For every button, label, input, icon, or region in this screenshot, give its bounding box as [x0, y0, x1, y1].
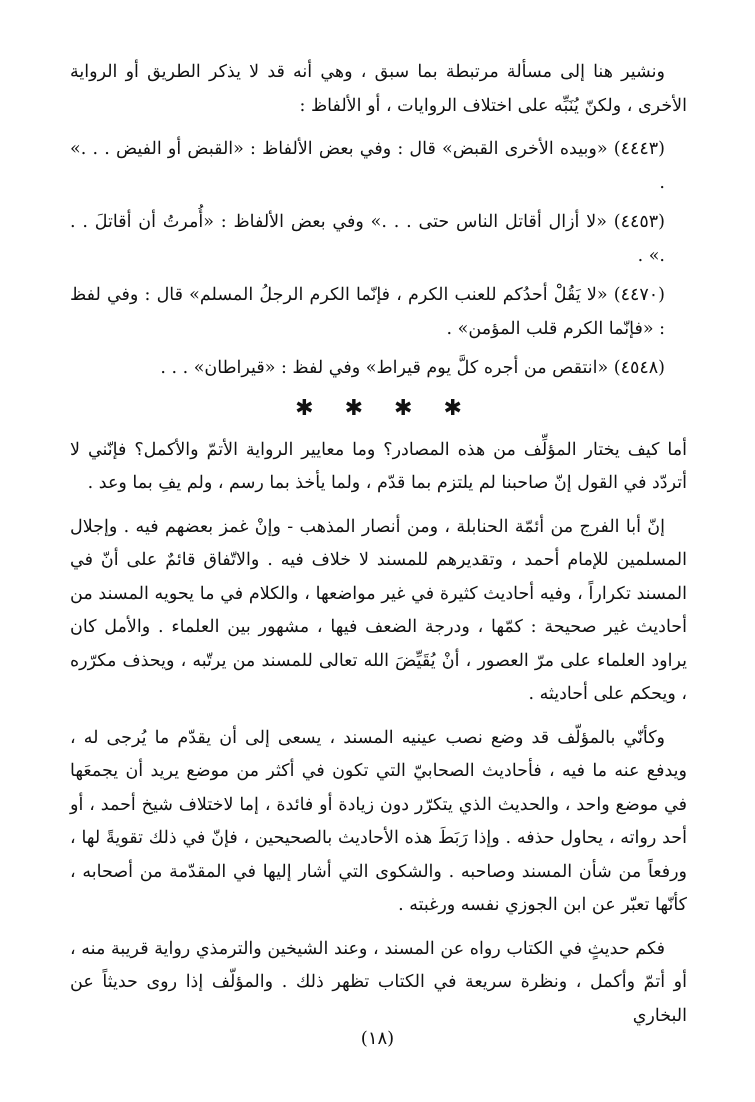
- paragraph-author-intent: وكأنّي بالمؤلّف قد وضع نصب عينيه المسند ، يسعى إلى أن يقدّم ما يُرجى له ، ويدفع عنه ما فيه ، فأحاديث الصحابيّ التي تكون في أكثر من موضع يريد أن يجمعَها في موضع واحد ، والحديث الذي يتكرّر دون زيادة أو فائدة ، إما لاختلاف شيخ أحمد ، أو أحد رواته ، يحاول حذفه . وإذا رَبَطَ هذه الأحاديث بالصحيحين ، فإنّ في ذلك تقويةً لها ، ورفعاً من شأن المسند وصاحبه . والشكوى التي أشار إليها في المقدّمة من أصحابه ، كأنّها تعبّر عن ابن الجوزي نفسه ورغبته .: [70, 727, 687, 915]
- hadith-entry-4470: (٤٤٧٠) «لا يَقُلْ أحدُكم للعنب الكرم ، فإنّما الكرم الرجلُ المسلم» قال : وفي لفظ : «فإنّما الكرم قلب المؤمن» .: [70, 285, 665, 339]
- paragraph-abu-al-faraj: إنّ أبا الفرج من أئمّة الحنابلة ، ومن أنصار المذهب - وإنْ غمز بعضهم فيه . وإجلال المسلمين للإمام أحمد ، وتقديرهم للمسند لا خلاف فيه . والاتّفاق قائمٌ على أنّ في المسند تكراراً ، وفيه أحاديث كثيرة في غير مواضعها ، والكلام في ما يحويه المسند من أحاديث غير صحيحة : كمّها ، ودرجة الضعف فيها ، مشهور بين العلماء . والأمل كان يراود العلماء على مرّ العصور ، أنْ يُقَيِّضَ الله تعالى للمسند من يرتّبه ، ويحذف مكرّره ، ويحكم على أحاديثه .: [70, 516, 687, 704]
- star-icon: ✱: [443, 395, 462, 421]
- paragraph-hadith-count: فكم حديثٍ في الكتاب رواه عن المسند ، وعند الشيخين والترمذي رواية قريبة منه ، أو أتمّ وأكمل ، ونظرة سريعة في الكتاب تظهر ذلك . والمؤلّف إذا روى حديثاً عن البخاري: [70, 938, 687, 1026]
- hadith-entry-4443: (٤٤٤٣) «وبيده الأخرى القبض» قال : وفي بعض الألفاظ : «القبض أو الفيض . . .» .: [70, 139, 665, 193]
- hadith-entry-4548: (٤٥٤٨) «انتقص من أجره كلَّ يوم قيراط» وفي لفظ : «قيراطان» . . .: [160, 358, 665, 378]
- star-icon: ✱: [295, 395, 314, 421]
- page-number: (١٨): [360, 1028, 395, 1049]
- paragraph-author-choice: أما كيف يختار المؤلِّف من هذه المصادر؟ وما معايير الرواية الأتمّ والأكمل؟ فإنّني لا أتردّد في القول إنّ صاحبنا لم يلتزم بما قدّم ، ولما يأخذ بما رسم ، ولم يفِ بما وعد .: [70, 439, 687, 493]
- star-icon: ✱: [344, 395, 363, 421]
- intro-paragraph: ونشير هنا إلى مسألة مرتبطة بما سبق ، وهي أنه قد لا يذكر الطريق أو الرواية الأخرى ، ولكنّ يُنَبِّه على اختلاف الروايات ، أو الألفاظ :: [70, 62, 687, 116]
- hadith-entries: [70, 133, 687, 386]
- section-separator: [70, 392, 687, 426]
- hadith-entry-4453: (٤٤٥٣) «لا أزال أقاتل الناس حتى . . .» وفي بعض الألفاظ : «أُمرتُ أن أقاتلَ . . .» .: [70, 212, 665, 266]
- star-icon: ✱: [394, 395, 413, 421]
